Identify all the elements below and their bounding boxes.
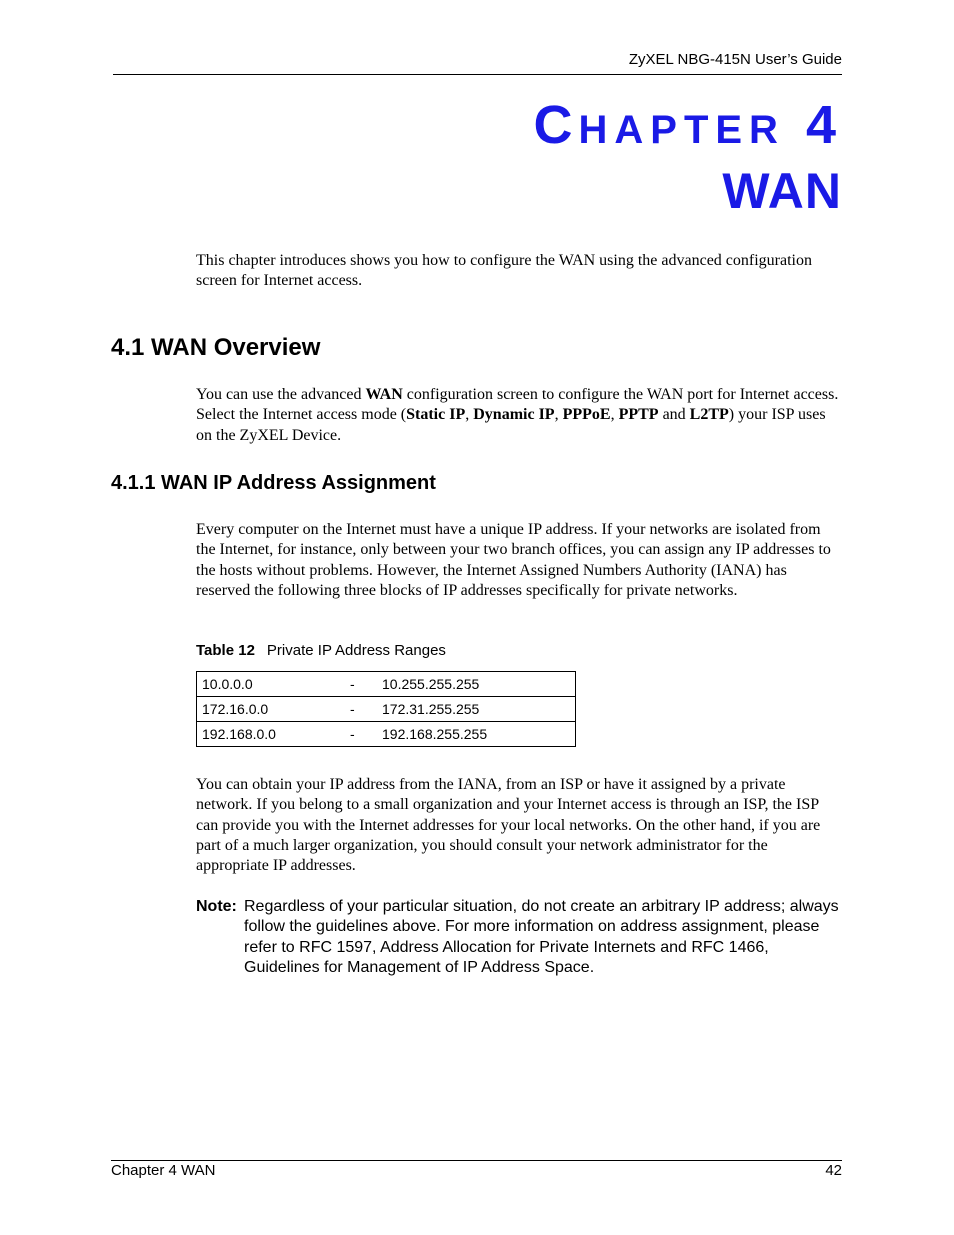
range-end: 10.255.255.255 bbox=[377, 672, 576, 697]
bold-run: PPPoE bbox=[562, 406, 611, 424]
text-run: , bbox=[610, 406, 619, 424]
note-block bbox=[196, 897, 846, 978]
range-separator: - bbox=[345, 722, 377, 747]
text-run: and bbox=[658, 406, 690, 424]
intro-paragraph: This chapter introduces shows you how to configure the WAN using the advanced configuration screen for Internet access. bbox=[196, 252, 812, 290]
range-separator: - bbox=[345, 697, 377, 722]
header-rule bbox=[113, 74, 842, 75]
bold-run: PPTP bbox=[618, 406, 659, 424]
bold-run: WAN bbox=[365, 386, 403, 403]
table-row bbox=[197, 722, 576, 747]
range-end: 192.168.255.255 bbox=[377, 722, 576, 747]
table-caption bbox=[196, 642, 446, 659]
bold-run: Static IP bbox=[406, 406, 466, 424]
range-start: 192.168.0.0 bbox=[197, 722, 346, 747]
table-row bbox=[197, 697, 576, 722]
note-text: Regardless of your particular situation, do not create an arbitrary IP address; always follow the guidelines above. For more information on address assignment, please refer to RFC 1597, Address Allocation for Private Internets and RFC 1466, Guidelines for Management of IP Address Space. bbox=[244, 898, 839, 976]
chapter-label bbox=[533, 95, 842, 155]
table-label: Table 12 bbox=[196, 642, 255, 659]
ip-ranges-table bbox=[196, 671, 576, 747]
footer-rule bbox=[111, 1160, 842, 1161]
obtain-ip-paragraph: You can obtain your IP address from the IANA, from an ISP or have it assigned by a private network. If you belong to a small organization and your Internet access is through an ISP, the ISP can provide you with the Internet addresses for your local networks. On the other hand, if you are part of a much larger organization, you should consult your network administrator for the appropriate IP addresses. bbox=[196, 776, 821, 875]
table-row bbox=[197, 672, 576, 697]
note-label: Note: bbox=[196, 898, 237, 915]
text-run: configuration screen to configure the WAN port for Internet access. Select the Internet access mode ( bbox=[196, 386, 839, 424]
chapter-label-rest: HAPTER bbox=[578, 108, 785, 152]
section-heading-4-1: 4.1 WAN Overview bbox=[111, 334, 321, 361]
section-heading-4-1-1: 4.1.1 WAN IP Address Assignment bbox=[111, 472, 436, 494]
text-run: You can use the advanced bbox=[196, 386, 366, 403]
guide-title: ZyXEL NBG-415N User’s Guide bbox=[628, 51, 842, 68]
text-run: , bbox=[554, 406, 563, 424]
range-end: 172.31.255.255 bbox=[377, 697, 576, 722]
text-run: ) your ISP uses on the ZyXEL Device. bbox=[196, 406, 826, 444]
range-start: 10.0.0.0 bbox=[197, 672, 346, 697]
table-caption-text: Private IP Address Ranges bbox=[266, 642, 446, 659]
page-number: 42 bbox=[825, 1162, 842, 1179]
bold-run: Dynamic IP bbox=[473, 406, 555, 424]
chapter-heading bbox=[533, 95, 842, 219]
footer-chapter: Chapter 4 WAN bbox=[111, 1162, 216, 1179]
text-run: , bbox=[465, 406, 474, 424]
chapter-label-first: C bbox=[533, 95, 579, 155]
range-start: 172.16.0.0 bbox=[197, 697, 346, 722]
bold-run: L2TP bbox=[689, 406, 729, 424]
range-separator: - bbox=[345, 672, 377, 697]
wan-overview-paragraph bbox=[196, 385, 844, 446]
chapter-number: 4 bbox=[805, 95, 842, 155]
ip-assignment-paragraph: Every computer on the Internet must have a unique IP address. If your networks are isolated from the Internet, for instance, only between your two branch offices, you can assign any IP addresses to the hosts without problems. However, the Internet Assigned Numbers Authority (IANA) has reserved the following three blocks of IP addresses specifically for private networks. bbox=[196, 521, 831, 599]
chapter-title: WAN bbox=[722, 163, 842, 219]
